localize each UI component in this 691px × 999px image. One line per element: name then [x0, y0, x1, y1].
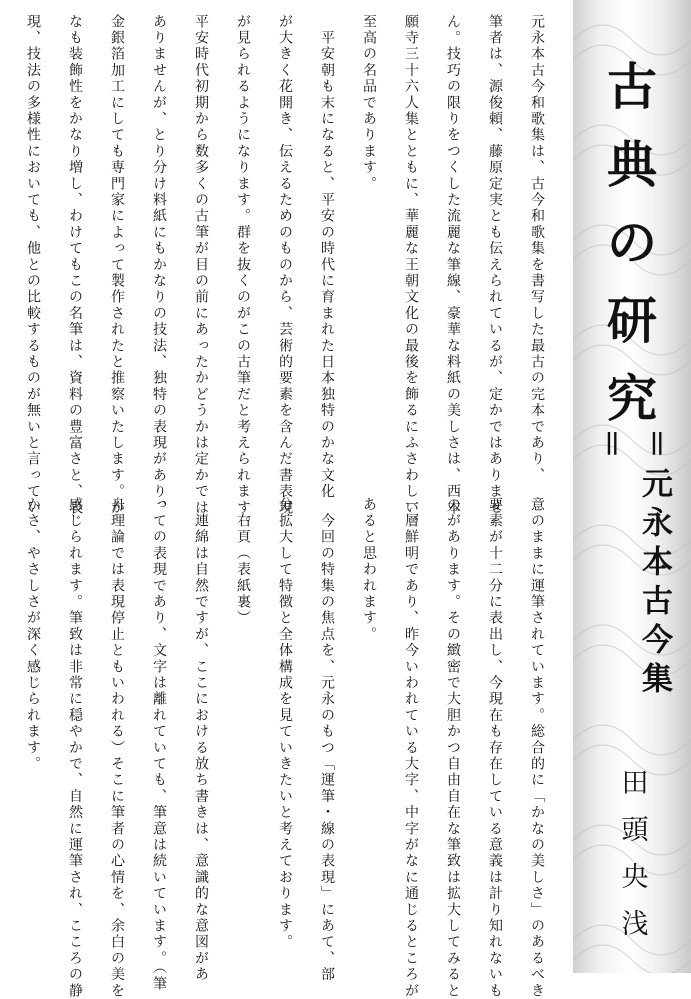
text-column: ん。技巧の限りをつくした流麗な筆線、豪華な料紙の美しさは、西本 — [445, 14, 461, 517]
title-char: 究 — [607, 369, 657, 428]
text-column: ありませんが、とり分け料紙にもかなりの技法、独特の表現があり、 — [151, 14, 167, 517]
author-name: 田頭央浅 — [616, 768, 648, 956]
text-column — [0, 14, 12, 469]
text-column: 感じられます。筆致は非常に穏やかで、自然に運筆され、こころの静 — [67, 497, 83, 999]
text-column: っての表現であり、文字は離れていても、筆意は続いています。（筆 — [151, 497, 167, 993]
text-column: のがあります。その緻密で大胆かつ自由自在な筆致は拡大してみると — [445, 497, 461, 999]
text-column: かさ、やさしさが深く感じられます。 — [25, 497, 41, 773]
page-title — [573, 57, 691, 452]
text-column: 意のままに運筆されています。総合的に「かなの美しさ」のあるべき — [529, 497, 545, 999]
text-column: 元永本古今和歌集は、古今和歌集を書写した最古の完本であり、 — [529, 14, 545, 484]
text-column: 分拡大して特徴と全体構成を見ていきたいと考えております。 — [277, 497, 293, 951]
text-column: 願寺三十六人集とともに、華麗な王朝文化の最後を飾るにふさわしい、 — [403, 14, 419, 533]
text-column: 筆者は、源俊頼、藤原定実とも伝えられているが、定かではありませ — [487, 14, 503, 517]
title-char: 研 — [607, 291, 657, 350]
sub-heading: 右頁（表紙裏） — [235, 497, 251, 627]
text-column: あると思われます。 — [361, 497, 377, 643]
title-char: 古 — [607, 57, 657, 116]
text-column: なも装飾性をかなり増し、わけてもこの名筆は、資料の豊富さと、表 — [67, 14, 83, 517]
page-subtitle: ＝元永本古今集＝ — [591, 428, 672, 701]
text-column: 平安朝も末になると、平安の時代に育まれた日本独特のかな文化 — [319, 14, 335, 500]
body-text-top — [18, 14, 558, 533]
title-band — [573, 0, 691, 973]
title-char: の — [607, 213, 657, 272]
text-column: 現、技法の多様性においても、他との比較するものが無いと言ってい — [25, 14, 41, 517]
text-column: が大きく花開き、伝えるためのものから、芸術的要素を含んだ書表現 — [277, 14, 293, 517]
text-column: 要素が十二分に表出し、今現在も存在している意義は計り知れないも — [487, 497, 503, 999]
text-column: 金銀箔加工にしても専門家によって製作されたと推察いたします。か — [109, 14, 125, 517]
text-column: 至高の名品であります。 — [361, 14, 377, 193]
text-column: 一層鮮明であり、昨今いわれている大字、中字がなに通じるところが — [403, 497, 419, 999]
text-column: が見られるようになります。群を抜くのがこの古筆だと考えられます。 — [235, 14, 251, 533]
text-column: 平安時代初期から数多くの古筆が目の前にあったかどうかは定かでは — [193, 14, 209, 517]
text-column: 今回の特集の焦点を、元永のもつ「運筆・線の表現」にあて、部 — [319, 497, 335, 983]
text-column: 舟理論では表現停止ともいわれる）そこに筆者の心情を、余白の美を — [109, 497, 125, 999]
text-column: 連綿は自然ですが、ここにおける放ち書きは、意識的な意図があ — [193, 497, 209, 983]
title-char: 典 — [607, 135, 657, 194]
body-text-bottom — [25, 497, 558, 999]
